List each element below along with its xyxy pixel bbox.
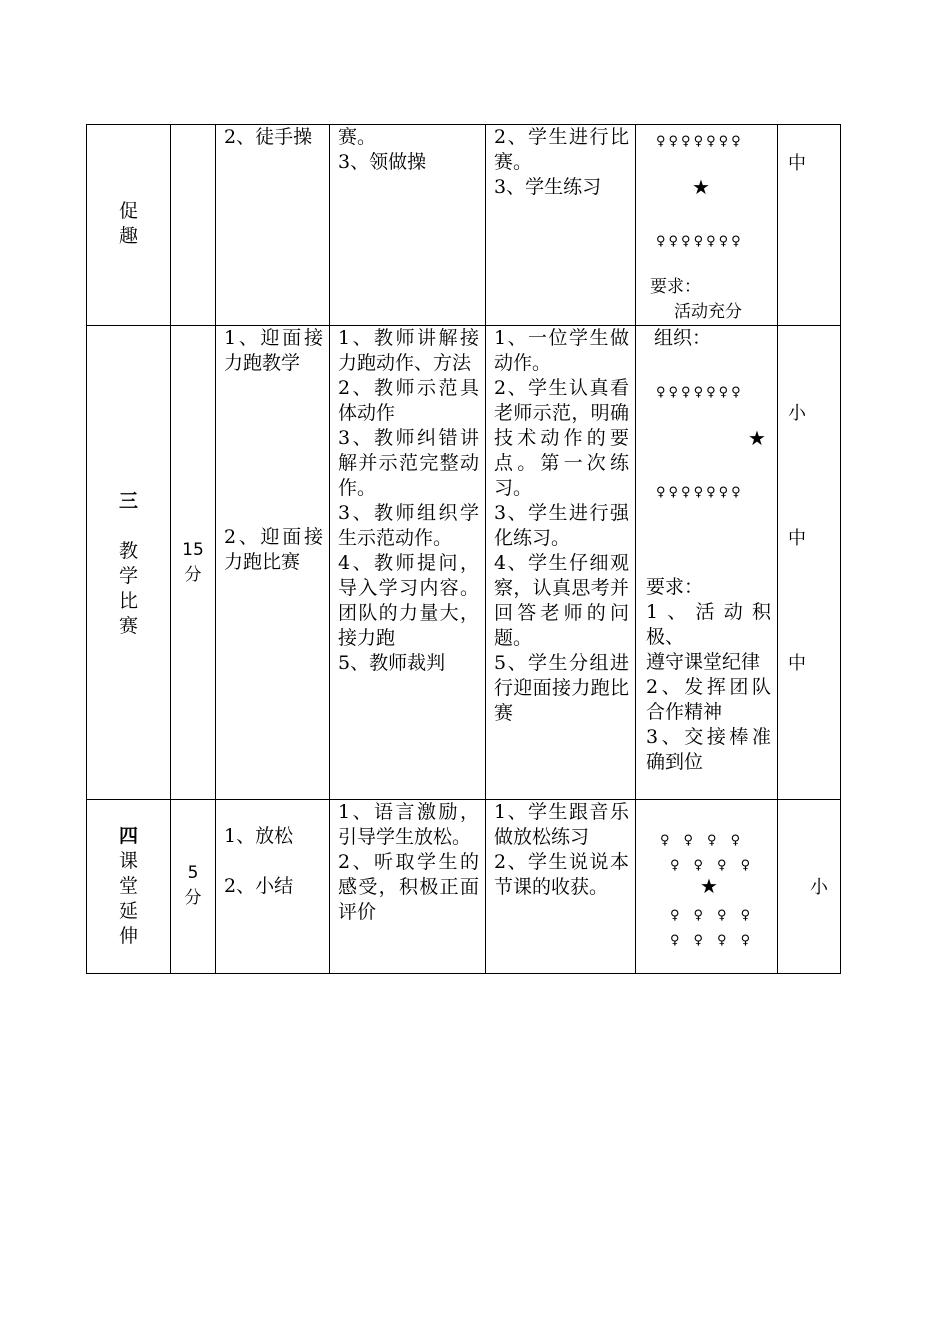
duration: 15 分: [182, 540, 204, 585]
section-name: 教 学 比 赛: [118, 540, 138, 637]
section-name: 课 堂 延 伸: [118, 850, 138, 947]
teacher-star-icon: ★: [748, 426, 766, 450]
teacher-cell: [330, 800, 486, 974]
teacher-activity: 1、教师讲解接力跑动作、方法 2、教师示范具体动作 3、教师纠错讲解并示范完整动作。 3、教师组织学生示范动作。 4、教师提问，导入学习内容。团队的力量大，接力跑 5、教师裁判: [338, 327, 479, 674]
teacher-star-icon: ★: [692, 175, 710, 199]
requirement-text: 活动充分: [674, 302, 742, 322]
section-number: 四: [118, 825, 138, 847]
organization-label: 组织：: [654, 327, 712, 349]
student-cell: [486, 125, 636, 326]
content-text: 2、徒手操: [224, 126, 313, 148]
duration-cell: [171, 326, 216, 800]
organization-cell: [636, 326, 778, 800]
intensity-level: 小: [788, 403, 806, 424]
content-text: 1、放松 2、小结: [224, 825, 294, 897]
formation-row: ♀♀♀♀: [670, 908, 765, 923]
teacher-cell: [330, 125, 486, 326]
content-item: 1、迎面接力跑教学: [224, 327, 323, 374]
lesson-plan-table: [86, 124, 841, 974]
requirement-text: 1、活动积极、 遵守课堂纪律 2、发挥团队合作精神 3、交接棒准确到位: [646, 601, 771, 773]
section-cell: [87, 800, 171, 974]
intensity-cell: [778, 125, 841, 326]
intensity-level: 中: [788, 153, 806, 174]
student-activity: 2、学生进行比赛。 3、学生练习: [494, 126, 629, 198]
content-cell: [216, 326, 330, 800]
section-number: 三: [118, 490, 138, 512]
content-cell: [216, 125, 330, 326]
formation-row-top: ♀♀♀♀♀♀♀: [656, 385, 744, 400]
teacher-activity: 1、语言激励，引导学生放松。 2、听取学生的感受，积极正面评价: [338, 801, 479, 923]
teacher-cell: [330, 326, 486, 800]
table-row: [87, 800, 841, 974]
intensity-level: 小: [810, 877, 828, 898]
formation-row: ♀♀♀♀: [660, 833, 755, 848]
content-cell: [216, 800, 330, 974]
student-activity: 1、学生跟音乐做放松练习 2、学生说说本节课的收获。: [494, 801, 629, 898]
requirement-label: 要求：: [646, 576, 704, 598]
formation-row-bottom: ♀♀♀♀♀♀♀: [656, 234, 744, 249]
duration-cell: [171, 125, 216, 326]
student-cell: [486, 800, 636, 974]
intensity-level: 中: [788, 653, 806, 674]
intensity-cell: [778, 326, 841, 800]
teacher-activity: 赛。 3、领做操: [338, 126, 427, 173]
table-row: [87, 125, 841, 326]
requirement-label: 要求：: [650, 277, 701, 297]
organization-cell: [636, 125, 778, 326]
formation-row-bottom: ♀♀♀♀♀♀♀: [656, 485, 744, 500]
student-activity: 1、一位学生做动作。 2、学生认真看老师示范，明确技术动作的要点。第一次练习。 3、学生进行强化练习。 4、学生仔细观察，认真思考并回答老师的问题。 5、学生分组进行迎面接力跑比赛: [494, 327, 629, 724]
section-cell: [87, 125, 171, 326]
section-cell: [87, 326, 171, 800]
formation-row: ♀♀♀♀: [670, 933, 765, 948]
teacher-star-icon: ★: [700, 874, 718, 898]
organization-cell: [636, 800, 778, 974]
content-item: 2、迎面接力跑比赛: [224, 526, 323, 573]
formation-row-top: ♀♀♀♀♀♀♀: [656, 134, 744, 149]
student-cell: [486, 326, 636, 800]
duration-cell: [171, 800, 216, 974]
formation-row: ♀♀♀♀: [670, 858, 765, 873]
intensity-cell: [778, 800, 841, 974]
table-row: [87, 326, 841, 800]
section-name: 促 趣: [118, 200, 138, 247]
intensity-level: 中: [788, 528, 806, 549]
duration: 5 分: [184, 863, 202, 908]
